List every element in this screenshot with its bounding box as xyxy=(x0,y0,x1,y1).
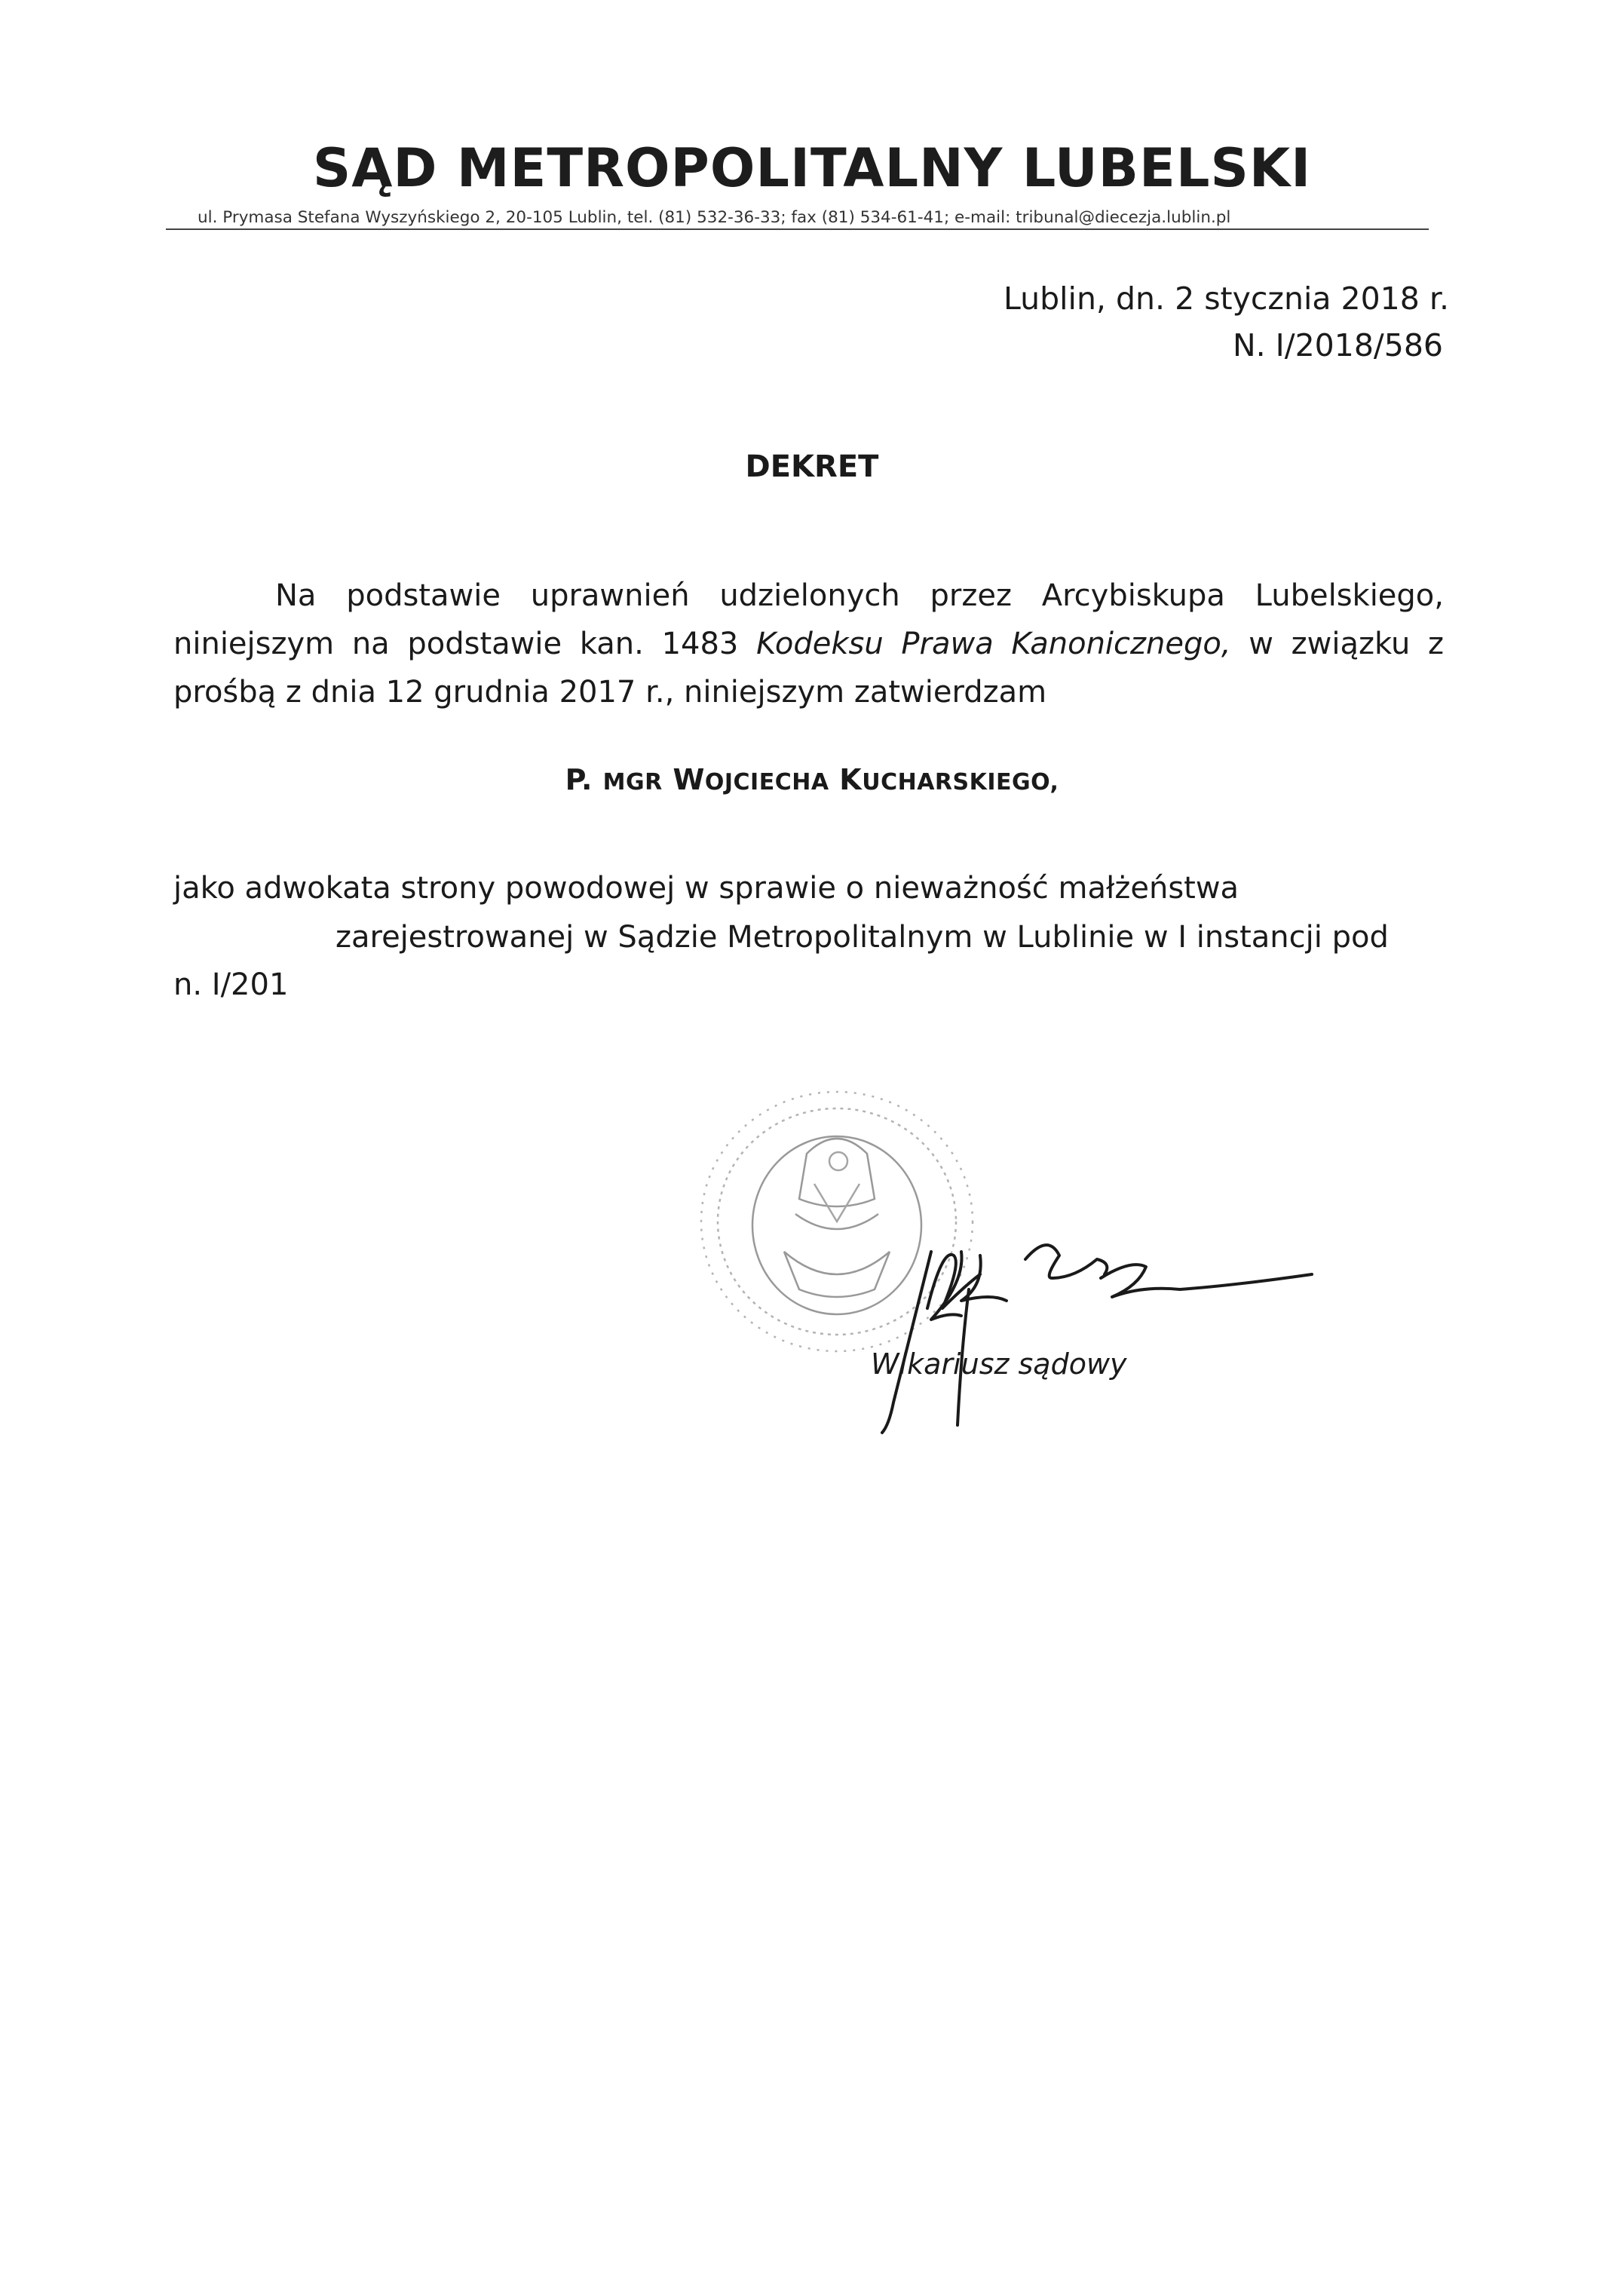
appointee-first-rest: OJCIECHA xyxy=(704,769,829,796)
header-divider xyxy=(166,228,1429,230)
place-date: Lublin, dn. 2 stycznia 2018 r. xyxy=(1004,281,1449,317)
paragraph-part1: Na podstawie uprawnień udzielonych przez Arcybiskupa Lubelskiego, niniejszym na podstawie kan. 1483 xyxy=(173,578,1444,661)
institution-address: ul. Prymasa Stefana Wyszyńskiego 2, 20-105 Lublin, tel. (81) 532-36-33; fax (81) 534-61-41; e-mail: tribunal@diecezja.lublin.pl xyxy=(198,208,1231,227)
code-title: Kodeksu Prawa Kanonicznego, xyxy=(756,627,1231,661)
body-line-1: jako adwokata strony powodowej w sprawie o nieważność małżeństwa xyxy=(173,871,1239,906)
decree-paragraph xyxy=(173,572,1444,716)
appointee-name xyxy=(0,763,1624,796)
appointee-p: P. xyxy=(565,763,593,796)
paragraph-part2: w związku z prośbą z dnia 12 grudnia 2017 r., niniejszym zatwierdzam xyxy=(173,627,1445,710)
appointee-last-initial: K xyxy=(839,763,863,796)
body-line-3: n. I/201 xyxy=(173,967,289,1002)
body-line-2: zarejestrowanej w Sądzie Metropolitalnym w Lublinie w I instancji pod xyxy=(336,920,1389,955)
document-heading: DEKRET xyxy=(745,449,879,484)
case-number: N. I/2018/586 xyxy=(1232,327,1443,363)
appointee-mgr: MGR xyxy=(602,769,663,796)
institution-title: SĄD METROPOLITALNY LUBELSKI xyxy=(312,137,1312,199)
signature-caption: Wikariusz sądowy xyxy=(871,1347,1127,1381)
appointee-first-initial: W xyxy=(673,763,705,796)
handwritten-signature xyxy=(837,1237,1410,1448)
appointee-last-rest: UCHARSKIEGO, xyxy=(862,769,1059,796)
